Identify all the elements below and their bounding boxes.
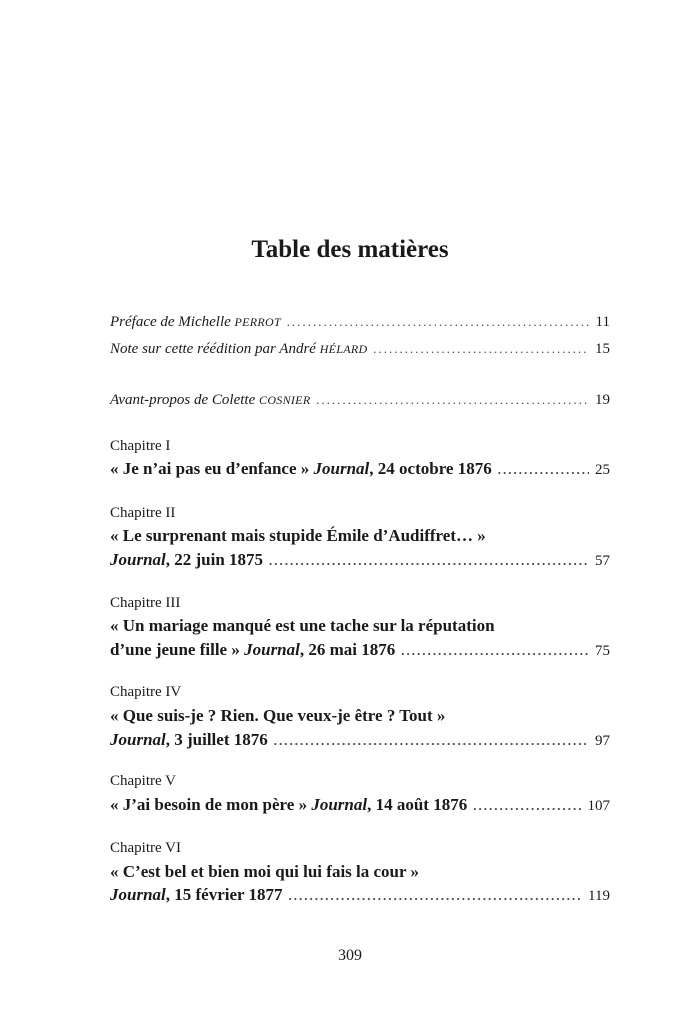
journal-date: , 14 août 1876 [367,795,468,814]
journal-date: , 15 février 1877 [165,885,283,904]
page-ref: 119 [588,888,610,904]
toc-entry-chapter-3[interactable] [110,640,610,660]
journal-title: Journal [311,795,368,814]
toc-entry-chapter-5[interactable] [110,795,610,815]
toc-entry-avant-propos[interactable] [110,392,610,409]
journal-date: , 26 mai 1876 [299,640,396,659]
journal-date: , 3 juillet 1876 [165,730,268,749]
dot-leader [401,643,589,659]
chapter-quote: « Le surprenant mais stupide Émile d’Audiffret… » [110,526,486,545]
chapter-label: Chapitre I [110,438,171,454]
author-name: HÉLARD [319,342,368,356]
toc-entry-note[interactable] [110,341,610,358]
page-number: 309 [338,947,362,964]
toc-entry-chapter-6[interactable] [110,885,610,905]
author-name: COSNIER [259,393,311,407]
page-ref: 97 [595,733,610,749]
dot-leader [274,733,589,749]
chapter-label: Chapitre III [110,595,181,611]
journal-title: Journal [313,459,370,478]
toc-entry-preface[interactable] [110,314,610,331]
page-title: Table des matières [251,236,449,263]
journal-title: Journal [110,550,166,569]
toc-entry-chapter-4[interactable] [110,730,610,750]
journal-date: , 24 octobre 1876 [369,459,492,478]
page-ref: 25 [595,462,610,478]
dot-leader [316,392,589,408]
chapter-label: Chapitre VI [110,840,181,856]
chapter-label: Chapitre IV [110,684,182,700]
journal-title: Journal [110,885,166,904]
chapter-quote: « Un mariage manqué est une tache sur la réputation [110,616,495,635]
toc-entry-chapter-1[interactable] [110,459,610,479]
journal-title: Journal [244,640,300,659]
page-ref: 107 [587,798,610,814]
dot-leader [374,341,590,357]
chapter-label: Chapitre II [110,505,176,521]
chapter-quote: « Je n’ai pas eu d’enfance » [110,459,314,478]
page-ref: 11 [595,314,610,330]
dot-leader [289,888,583,904]
chapter-quote: « J’ai besoin de mon père » [110,795,312,814]
chapter-quote: « Que suis-je ? Rien. Que veux-je être ? Tout » [110,706,446,725]
page-ref: 57 [595,553,610,569]
journal-date: , 22 juin 1875 [165,550,264,569]
dot-leader [269,553,589,569]
author-name: PERROT [234,315,281,329]
dot-leader [473,798,581,814]
page-ref: 75 [595,643,610,659]
page-ref: 15 [595,341,610,357]
entry-text: Préface de Michelle [110,314,235,330]
entry-text: Avant-propos de Colette [110,392,260,408]
chapter-label: Chapitre V [110,773,176,789]
chapter-quote-end: d’une jeune fille » [110,640,245,659]
page-ref: 19 [595,392,610,408]
dot-leader [287,314,590,330]
chapter-quote: « C’est bel et bien moi qui lui fais la cour » [110,862,419,881]
toc-entry-chapter-2[interactable] [110,550,610,570]
entry-text: Note sur cette réédition par André [110,341,320,357]
dot-leader [498,462,589,478]
journal-title: Journal [110,730,166,749]
